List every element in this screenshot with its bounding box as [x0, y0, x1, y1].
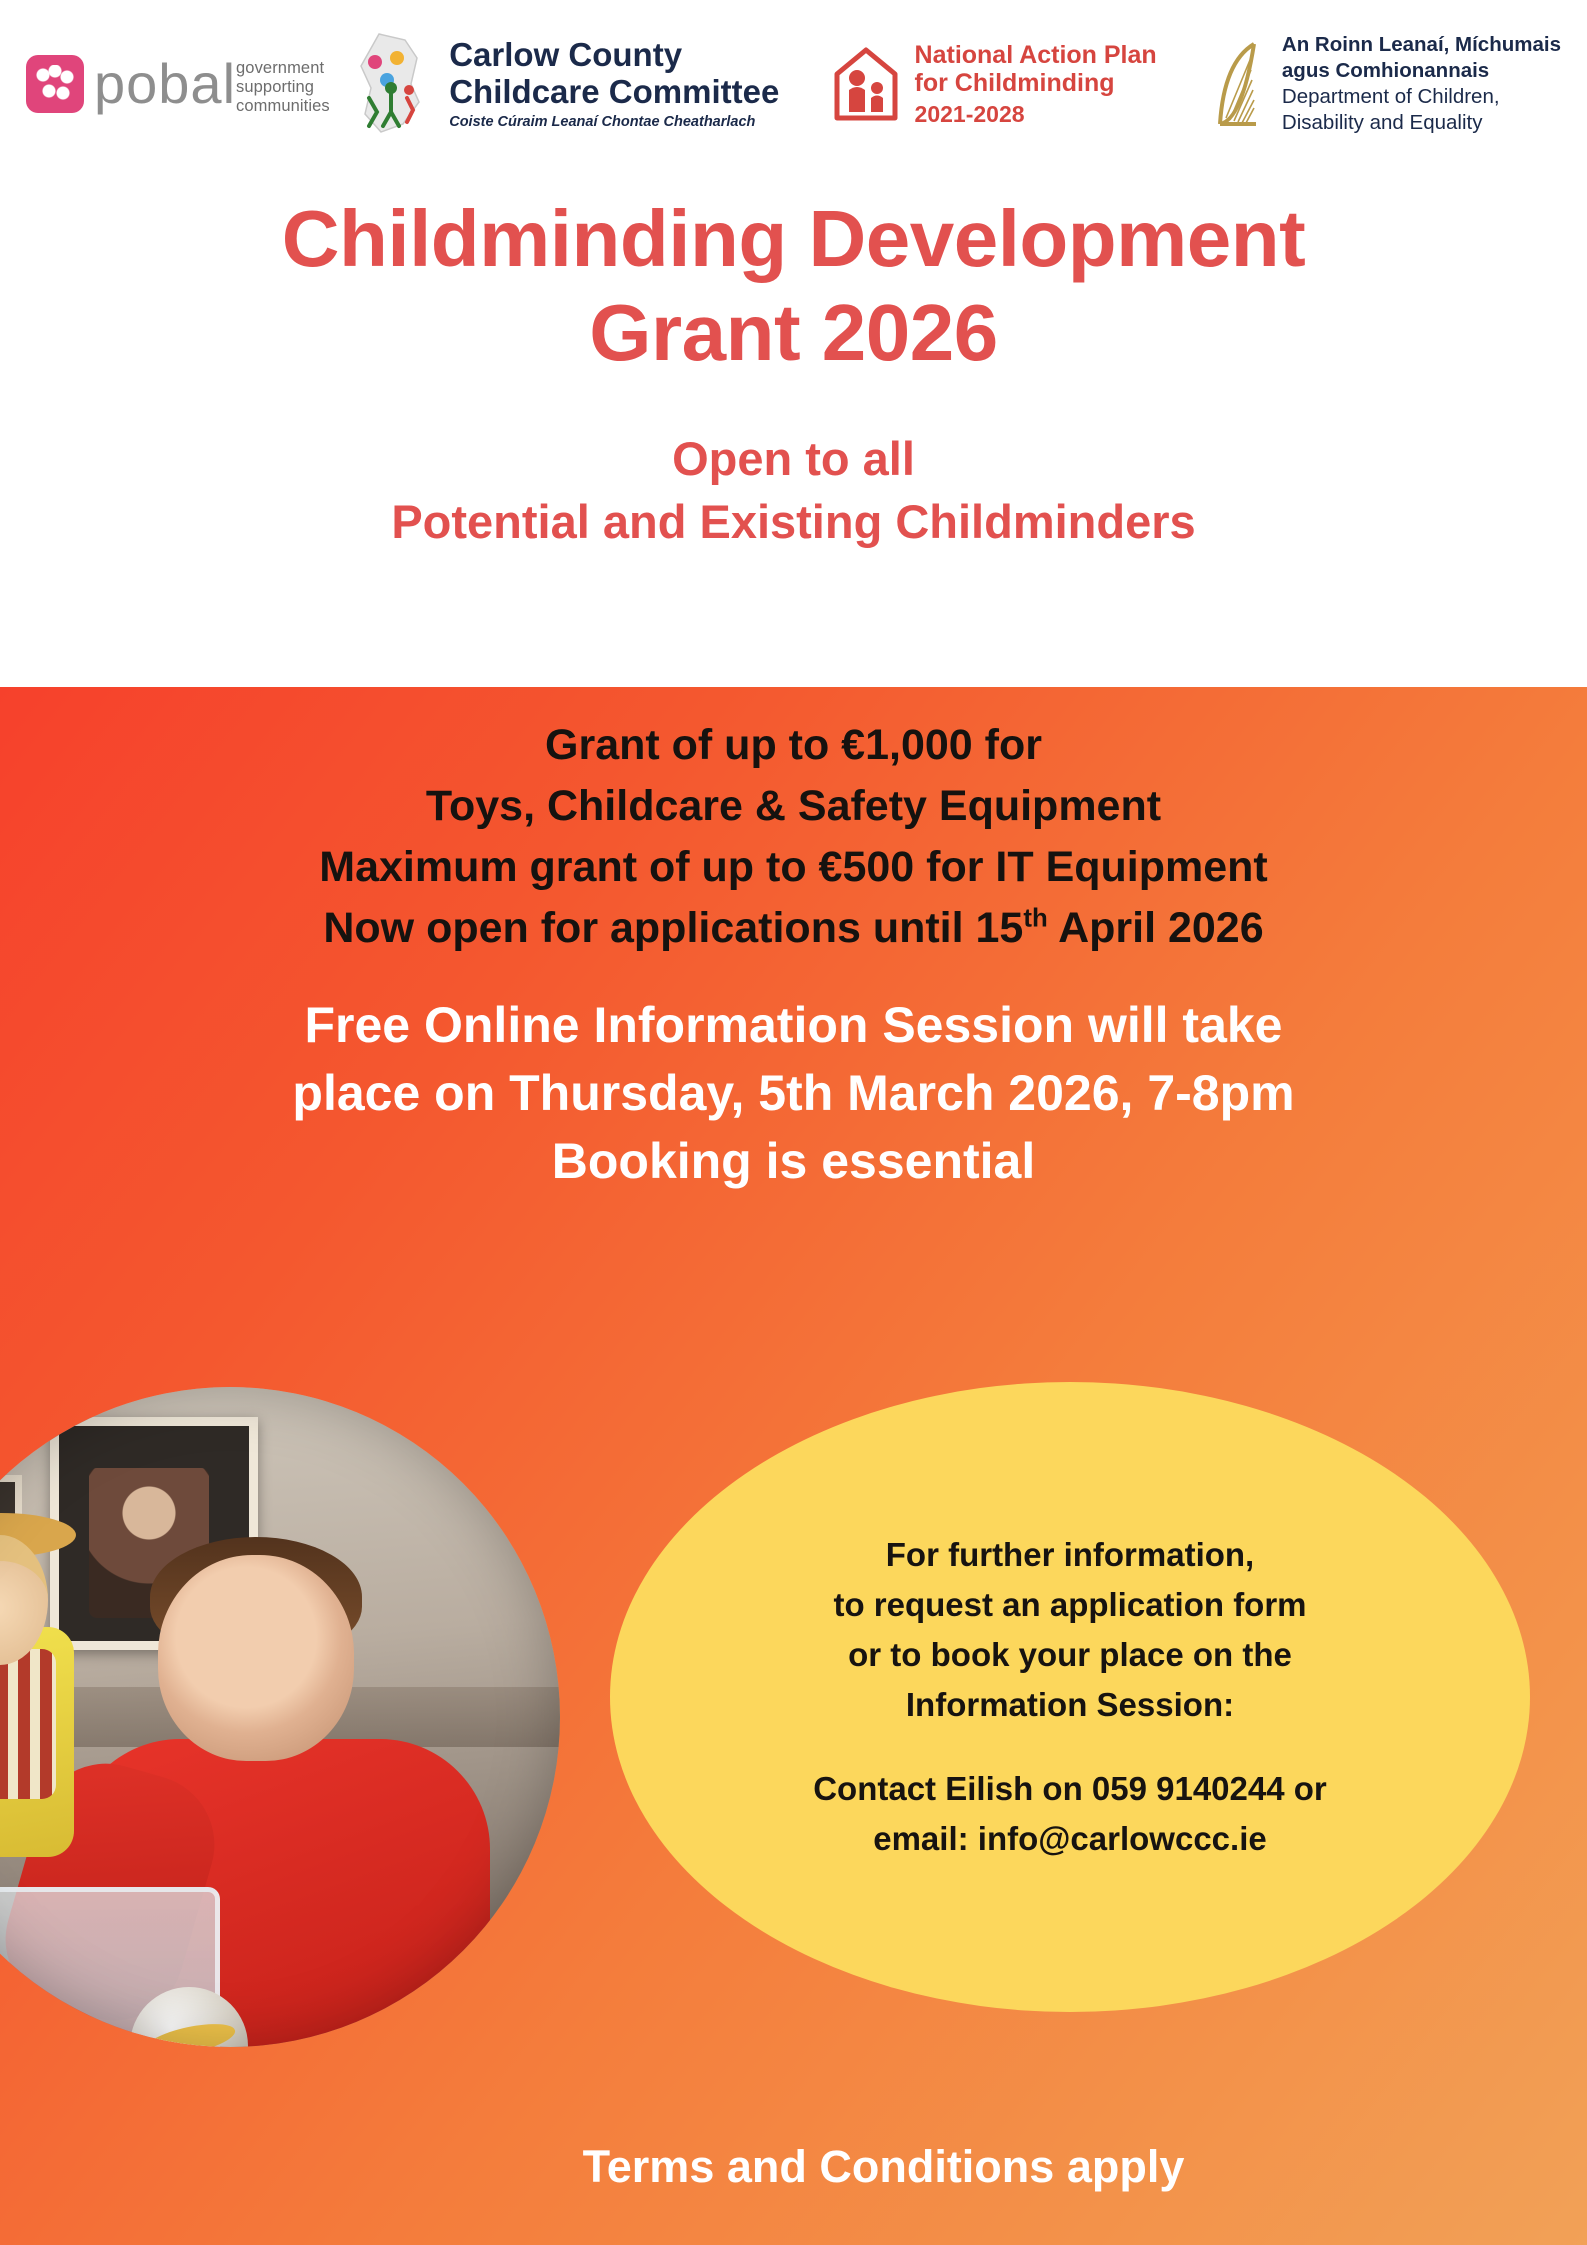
logo-strip	[0, 0, 1587, 168]
terms-and-conditions: Terms and Conditions apply	[582, 2141, 1185, 2192]
harp-icon	[1206, 38, 1268, 130]
contact-phone-line: Contact Eilish on 059 9140244 or	[813, 1770, 1327, 1808]
grant-line1: Grant of up to €1,000 for	[545, 721, 1042, 769]
contact-intro-line3: or to book your place on the	[848, 1635, 1292, 1673]
grant-line4-ordinal: th	[1023, 904, 1048, 933]
department-of-children-logo	[1206, 32, 1561, 135]
body-block	[0, 687, 1587, 2245]
photo-inner	[0, 1387, 560, 2047]
contact-intro-line4: Information Session:	[905, 1686, 1235, 1723]
contact-email-line[interactable]: email: info@carlowccc.ie	[873, 1820, 1267, 1858]
pobal-logo	[26, 52, 330, 116]
pobal-hands-icon	[26, 55, 84, 113]
dept-line3: Department of Children,	[1281, 85, 1500, 108]
contact-intro-line1: For further information,	[885, 1535, 1255, 1573]
carlow-logo-line2: Childcare Committee	[449, 73, 780, 111]
grant-line4	[0, 898, 1587, 959]
contact-intro-line2: to request an application form	[833, 1585, 1307, 1623]
carlow-map-icon	[345, 32, 437, 136]
page-title-line1: Childminding Development	[281, 194, 1306, 283]
contact-details	[813, 1764, 1327, 1864]
carlow-logo-irish: Coiste Cúraim Leanaí Chontae Cheatharlach	[449, 114, 756, 131]
session-line1: Free Online Information Session will take	[304, 997, 1283, 1054]
child-playing-photo	[0, 1387, 560, 2047]
session-line2: place on Thursday, 5th March 2026, 7-8pm	[292, 1065, 1295, 1122]
national-action-plan-logo	[829, 41, 1157, 128]
page-title	[0, 192, 1587, 381]
page-subtitle-line2: Potential and Existing Childminders	[391, 495, 1196, 549]
dept-line1: An Roinn Leanaí, Míchumais	[1281, 33, 1561, 57]
grant-line2: Toys, Childcare & Safety Equipment	[425, 782, 1162, 831]
grant-line4-pre: Now open for applications until 15	[323, 904, 1024, 953]
nap-years: 2021-2028	[914, 101, 1025, 128]
pobal-tagline: government supporting communities	[236, 58, 330, 115]
page-title-line2: Grant 2026	[589, 288, 998, 378]
contact-callout	[610, 1382, 1530, 2012]
nap-line1: National Action Plan	[914, 40, 1157, 69]
page-subtitle	[0, 427, 1587, 554]
childminding-house-icon	[829, 44, 903, 124]
grant-details	[0, 687, 1587, 959]
session-line3: Booking is essential	[551, 1133, 1036, 1190]
pobal-wordmark: pobal	[94, 52, 237, 115]
nap-line2: for Childminding	[914, 69, 1115, 98]
page-subtitle-line1: Open to all	[672, 431, 915, 485]
information-session-details	[0, 991, 1587, 1195]
title-block	[0, 168, 1587, 687]
dept-line4: Disability and Equality	[1281, 110, 1483, 134]
carlow-county-childcare-logo	[345, 32, 779, 136]
carlow-logo-line1: Carlow County	[449, 36, 683, 74]
dept-line2: agus Comhionannais	[1281, 59, 1490, 83]
grant-line4-post: April 2026	[1047, 904, 1264, 953]
grant-line3: Maximum grant of up to €500 for IT Equipment	[319, 843, 1268, 892]
contact-intro	[833, 1530, 1306, 1731]
